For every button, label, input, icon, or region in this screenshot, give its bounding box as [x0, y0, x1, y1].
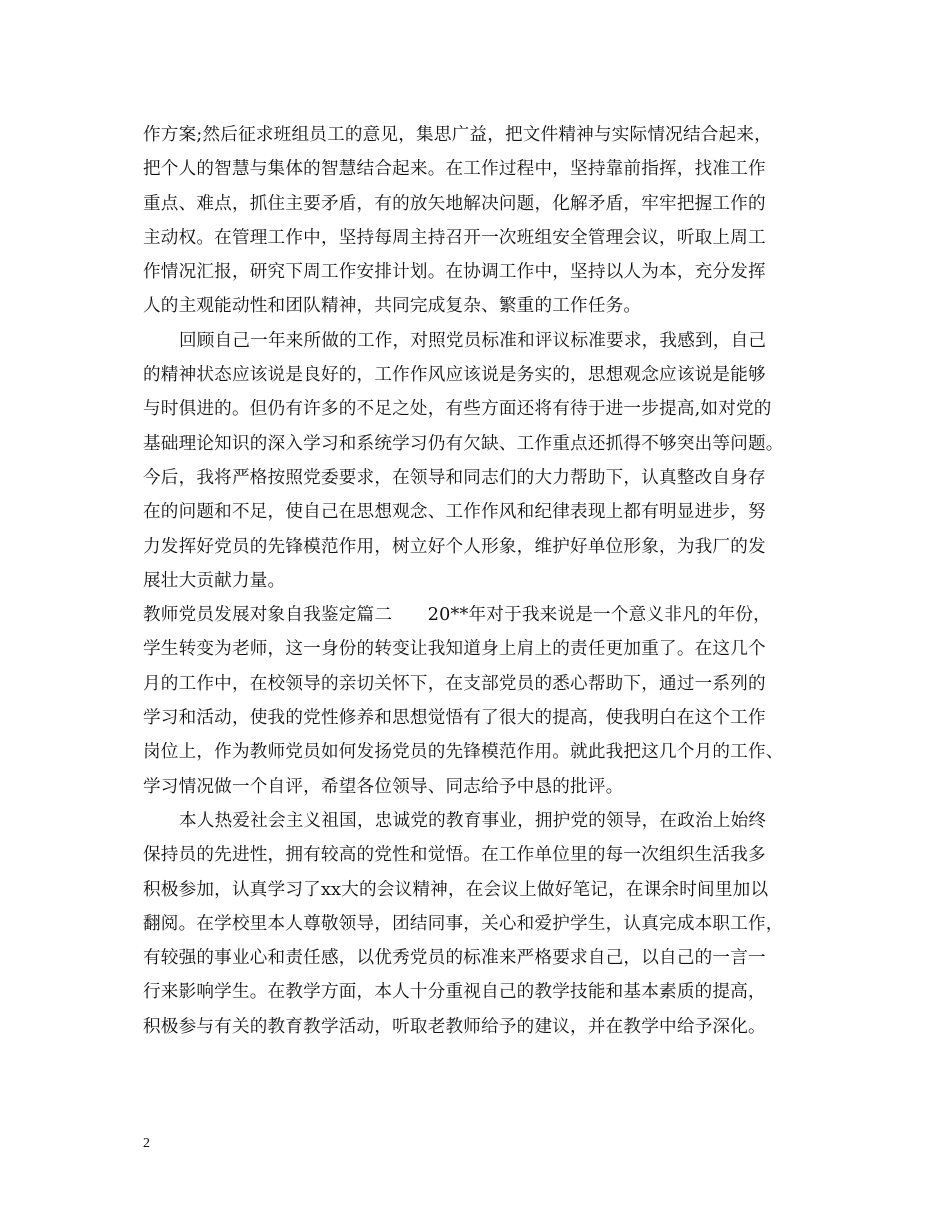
text-line: 人的主观能动性和团队精神，共同完成复杂、繁重的工作任务。 [143, 296, 642, 317]
text-line: 有较强的事业心和责任感，以优秀党员的标准来严格要求自己，以自己的一言一 [143, 948, 766, 969]
text-line: 学生转变为老师，这一身份的转变让我知道身上肩上的责任更加重了。在这几个 [143, 639, 766, 660]
text-line: 展壮大贡献力量。 [143, 570, 286, 591]
text-line: 重点、难点，抓住主要矛盾，有的放矢地解决问题，化解矛盾，牢牢把握工作的 [143, 193, 766, 214]
text-line: 力发挥好党员的先锋模范作用，树立好个人形象，维护好单位形象，为我厂的发 [143, 536, 766, 557]
text-line: 保持员的先进性，拥有较高的党性和觉悟。在工作单位里的每一次组织生活我多 [143, 845, 766, 866]
text-line: 作方案;然后征求班组员工的意见，集思广益，把文件精神与实际情况结合起来， [143, 125, 772, 145]
text-line: 的精神状态应该说是良好的，工作作风应该说是务实的，思想观念应该说是能够 [143, 365, 766, 386]
page-number: 2 [143, 1136, 150, 1151]
text-line: 月的工作中，在校领导的亲切关怀下，在支部党员的悉心帮助下，通过一系列的 [143, 673, 766, 694]
text-line: 与时俱进的。但仍有许多的不足之处，有些方面还将有待于进一步提高,如对党的 [143, 399, 772, 420]
text-line: 把个人的智慧与集体的智慧结合起来。在工作过程中，坚持靠前指挥，找准工作 [143, 159, 766, 180]
text-line: 本人热爱社会主义祖国，忠诚党的教育事业，拥护党的领导，在政治上始终 [179, 810, 767, 831]
text-line: 岗位上，作为教师党员如何发扬党员的先锋模范作用。就此我把这几个月的工作、 [143, 742, 784, 763]
text-line: 今后，我将严格按照党委要求，在领导和同志们的大力帮助下，认真整改自身存 [143, 467, 766, 488]
text-line: 作情况汇报，研究下周工作安排计划。在协调工作中，坚持以人为本，充分发挥 [143, 262, 766, 283]
text-line: 学习情况做一个自评，希望各位领导、同志给予中恳的批评。 [143, 776, 624, 797]
body-text [143, 118, 815, 1044]
text-line: 主动权。在管理工作中，坚持每周主持召开一次班组安全管理会议，听取上周工 [143, 227, 766, 248]
text-line: 学习和活动，使我的党性修养和思想觉悟有了很大的提高，使我明白在这个工作 [143, 708, 766, 729]
text-line: 基础理论知识的深入学习和系统学习仍有欠缺、工作重点还抓得不够突出等问题。 [143, 433, 784, 454]
text-line: 积极参与有关的教育教学活动，听取老教师给予的建议，并在教学中给予深化。 [143, 1016, 766, 1037]
text-line: 翻阅。在学校里本人尊敬领导，团结同事，关心和爱护学生，认真完成本职工作， [143, 913, 784, 934]
text-line: 教师党员发展对象自我鉴定篇二 20**年对于我来说是一个意义非凡的年份， [143, 605, 771, 626]
text-line: 在的问题和不足，使自己在思想观念、工作作风和纪律表现上都有明显进步，努 [143, 502, 766, 523]
text-line: 行来影响学生。在教学方面，本人十分重视自己的教学技能和基本素质的提高， [143, 982, 766, 1003]
text-line: 回顾自己一年来所做的工作，对照党员标准和评议标准要求，我感到，自己 [179, 330, 767, 351]
text-line: 积极参加，认真学习了xx大的会议精神，在会议上做好笔记，在课余时间里加以 [143, 879, 769, 900]
